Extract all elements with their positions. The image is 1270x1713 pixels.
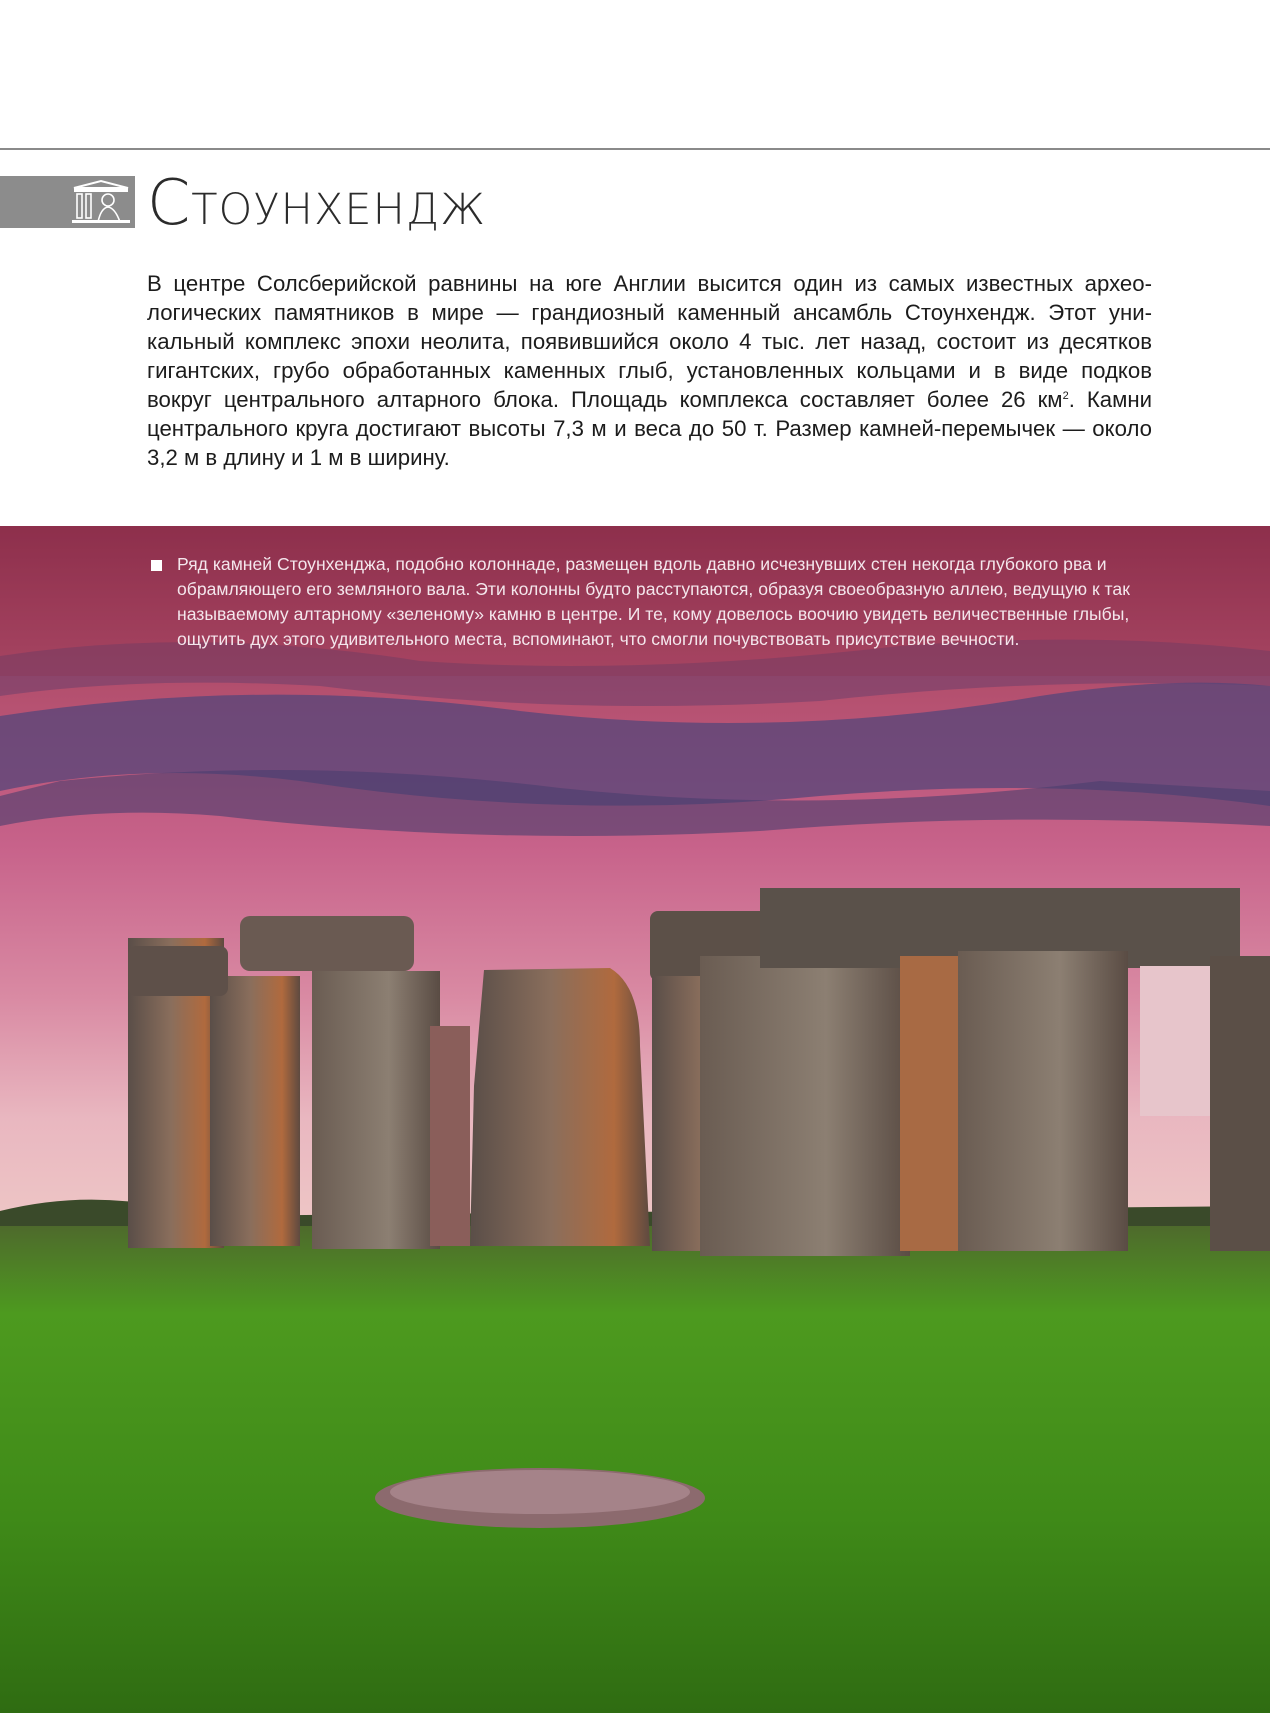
caption-bullet	[151, 560, 162, 571]
page-title: Стоунхендж	[147, 166, 486, 239]
top-rule	[0, 148, 1270, 150]
intro-text-tail: . Камни центрального круга достигают высоты 7,3 м и веса до 50 т. Размер камней-перемычек — около 3,2 м в длину и 1 м в ширину.	[147, 387, 1152, 470]
stonehenge-photo	[0, 526, 1270, 1713]
photo-caption: Ряд камней Стоунхенджа, подобно колоннаде, размещен вдоль давно исчезнувших стен некогда глубокого рва и обрамляющего его земляного вала. Эти колонны будто расступаются, образуя своеобразную аллею, ведущую к так называемому алтарному «зеленому» камню в центре. И те, кому довелось воочию увидеть величественные глыбы, ощутить дух этого удивительного места, вспоминают, что смогли почувствовать присутствие вечности.	[177, 554, 1130, 649]
intro-superscript: 2	[1062, 390, 1069, 402]
classical-columns-icon	[68, 178, 134, 226]
intro-text: В центре Солсберийской равнины на юге Англии высится один из самых известных археологических памятников в мире — грандиозный каменный ансамбль Стоунхендж. Этот уникальный комплекс эпохи неолита, появившийся около 4 тыс. лет назад, состоит из десятков гигантских, грубо обработанных каменных глыб, установленных кольцами и в виде подков вокруг центрального алтарного блока. Площадь комплекса составляет более 26 км	[147, 271, 1152, 412]
intro-paragraph	[147, 269, 1152, 472]
stonehenge-illustration	[0, 526, 1270, 1713]
